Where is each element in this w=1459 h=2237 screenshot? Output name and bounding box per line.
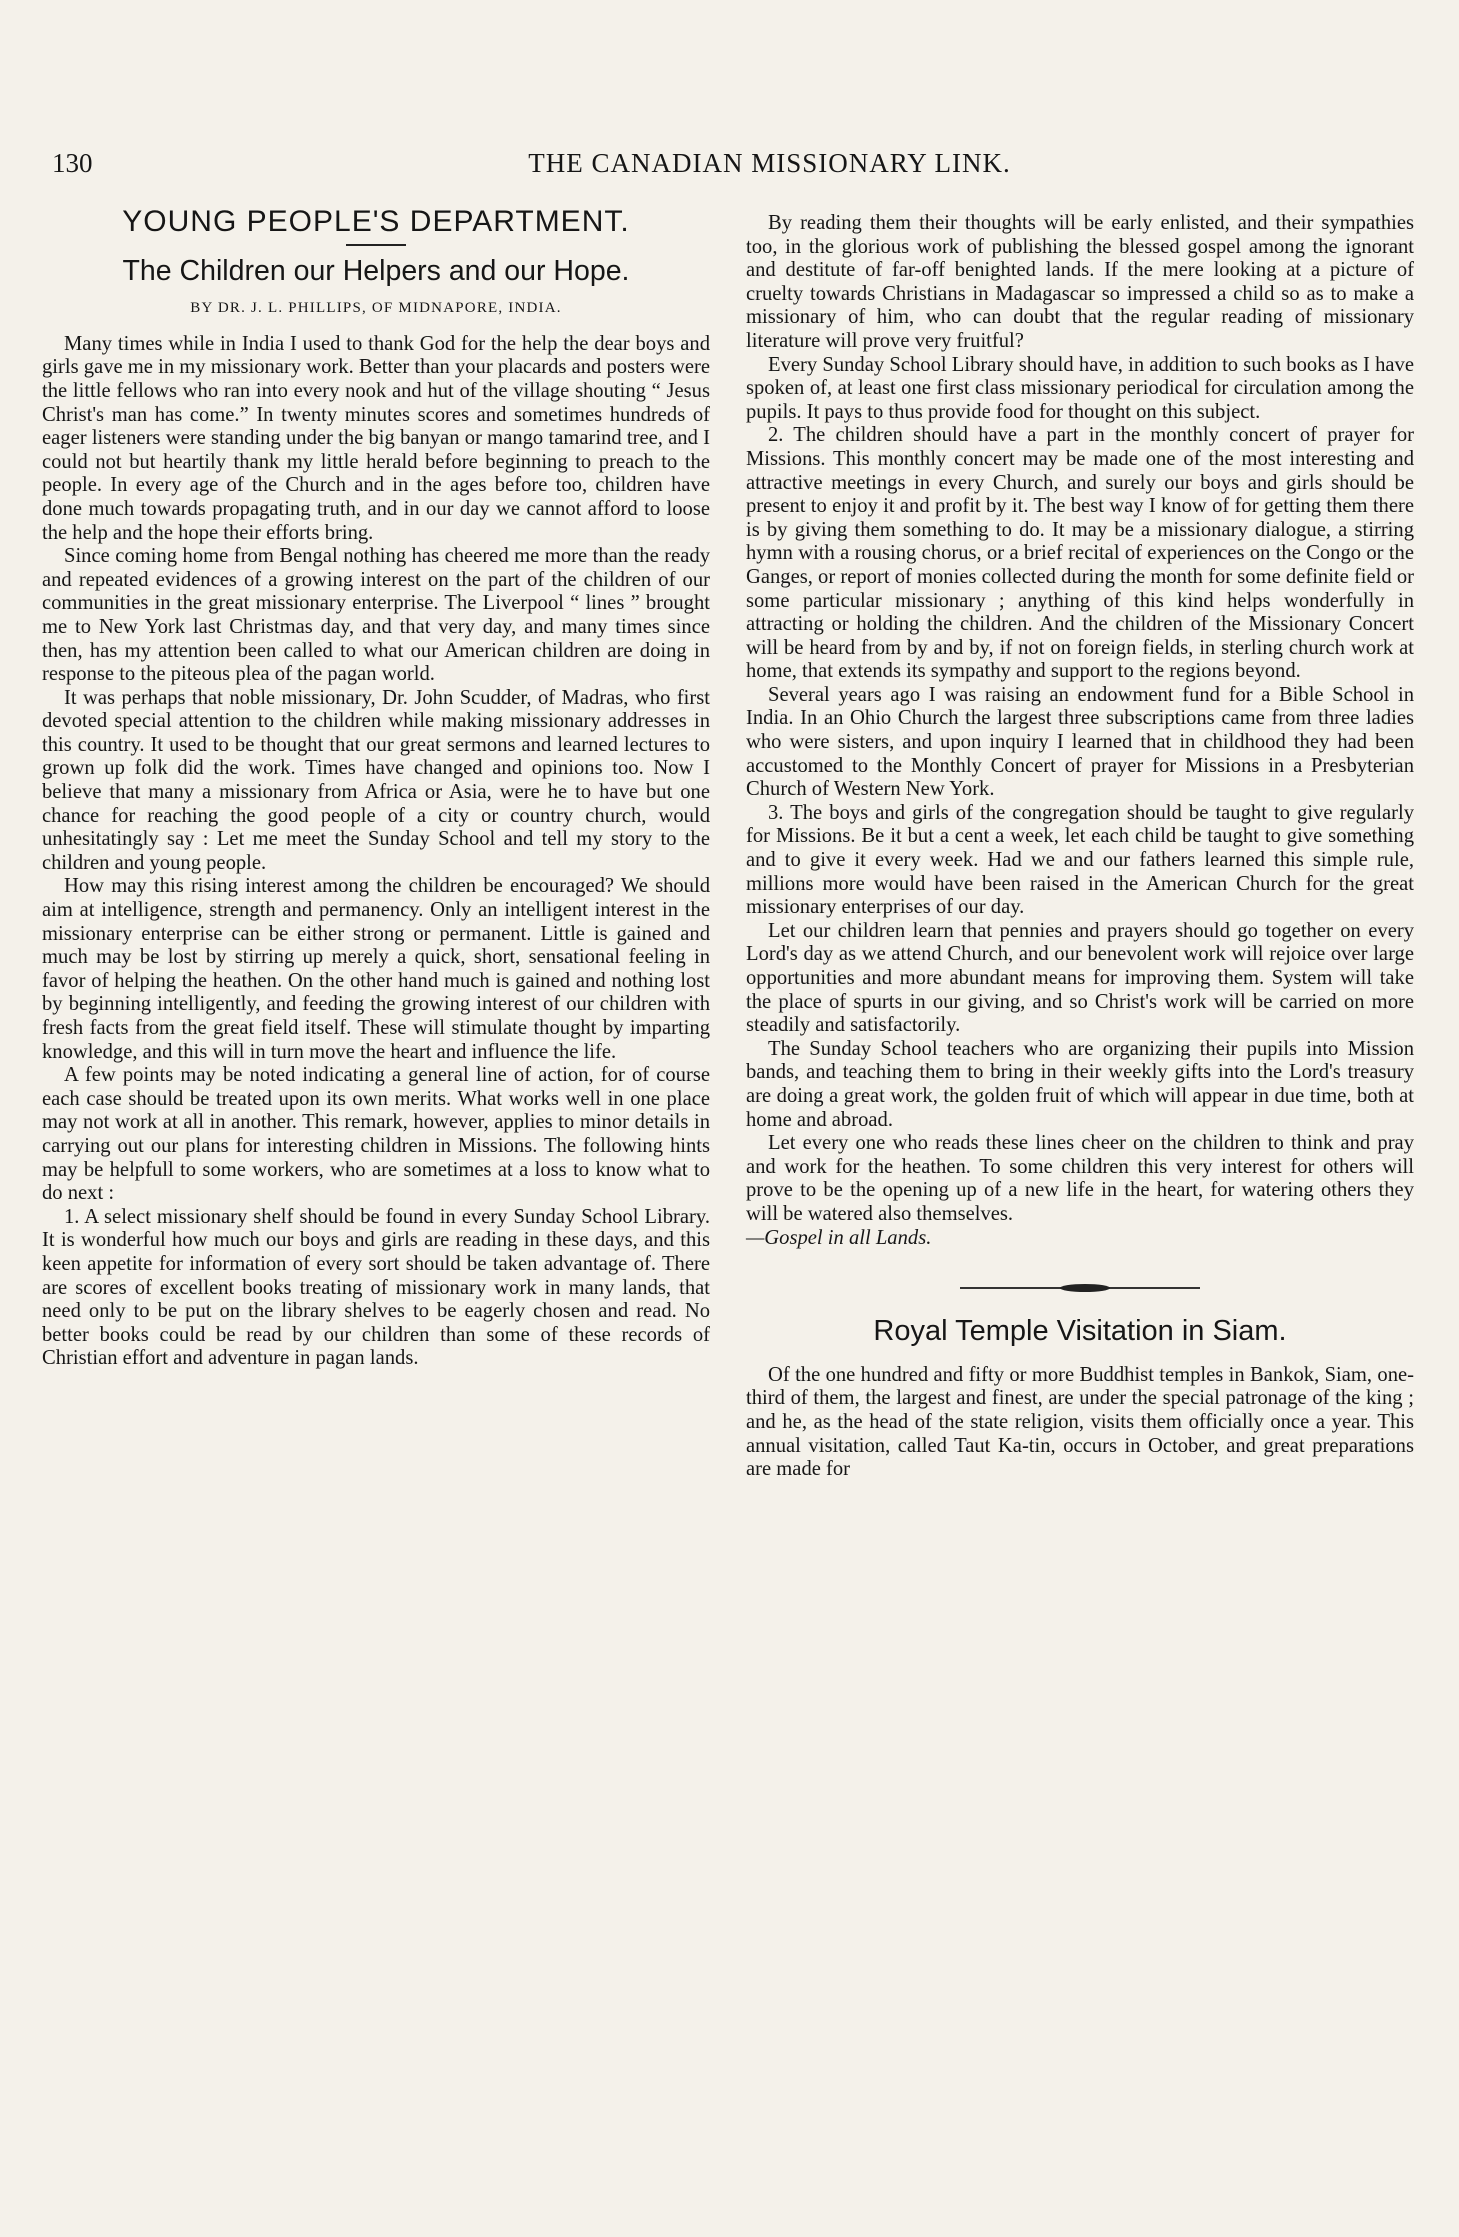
running-head — [52, 148, 1407, 188]
section-ornament — [746, 1280, 1414, 1296]
paragraph: Of the one hundred and fifty or more Buddhist temples in Bankok, Siam, one-third of them, the largest and finest, are under the special patronage of the king ; and he, as the head of the state religion, visits them officially once a year. This annual visitation, called Taut Ka-tin, occurs in October, and great preparations are made for — [746, 1363, 1414, 1481]
paragraph: Let our children learn that pennies and prayers should go together on every Lord's day as we attend Church, and our benevolent work will rejoice over large opportunities and more abundant means for improving them. System will take the place of spurts in our giving, and so Christ's work will be carried on more steadily and satisfactorily. — [746, 919, 1414, 1037]
short-rule-divider — [346, 244, 406, 246]
article-source: —Gospel in all Lands. — [746, 1226, 932, 1249]
article-byline: BY DR. J. L. PHILLIPS, OF MIDNAPORE, INDIA. — [190, 300, 562, 317]
left-column — [42, 205, 710, 1371]
paragraph: 2. The children should have a part in the monthly concert of prayer for Missions. This monthly concert may be made one of the most interesting and attractive meetings in every Church, and surely our boys and girls should be present to enjoy it and profit by it. The best way I know of for getting them there is by giving them something to do. It may be a missionary dialogue, a stirring hymn with a rousing chorus, or a brief recital of experiences on the Congo or the Ganges, or report of monies collected during the month for some definite field or some particular missionary ; anything of this kind helps wonderfully in attracting or holding the children. And the children of the Missionary Concert will be heard from by and by, if not on foreign fields, in sterling church work at home, that extends its sympathy and support to the regions beyond. — [746, 424, 1414, 683]
paragraph: Several years ago I was raising an endowment fund for a Bible School in India. In an Ohio Church the largest three subscriptions came from three ladies who were sisters, and upon inquiry I learned that in childhood they had been accustomed to the Monthly Concert of prayer for Missions in a Presbyterian Church of Western New York. — [746, 683, 1414, 801]
article-title: Royal Temple Visitation in Siam. — [873, 1315, 1287, 1348]
journal-title: THE CANADIAN MISSIONARY LINK. — [528, 148, 1011, 178]
department-heading: YOUNG PEOPLE'S DEPARTMENT. — [122, 205, 630, 238]
paragraph: A few points may be noted indicating a general line of action, for of course each case should be treated upon its own merits. What works well in one place may not work at all in another. This remark, however, applies to minor details in carrying out our plans for interesting children in Missions. The following hints may be helpfull to some workers, who are sometimes at a loss to know what to do next : — [42, 1064, 710, 1205]
article-title: The Children our Helpers and our Hope. — [122, 254, 630, 287]
paragraph: How may this rising interest among the children be encouraged? We should aim at intelligence, strength and permanency. Only an intelligent interest in the missionary enterprise can be either strong or permanent. Little is gained and much may be lost by stirring up merely a quick, short, sensational feeling in favor of helping the heathen. On the other hand much is gained and nothing lost by beginning intelligently, and feeding the growing interest of our children with fresh facts from the great field itself. These will stimulate thought by imparting knowledge, and this will in turn move the heart and influence the life. — [42, 875, 710, 1063]
paragraph: Every Sunday School Library should have, in addition to such books as I have spoken of, at least one first class missionary periodical for circulation among the pupils. It pays to thus provide food for thought on this subject. — [746, 353, 1414, 423]
right-column — [746, 212, 1414, 1482]
page-number: 130 — [52, 148, 93, 178]
paragraph: Since coming home from Bengal nothing has cheered me more than the ready and repeated evidences of a growing interest on the part of the children of our communities in the great missionary enterprise. The Liverpool “ lines ” brought me to New York last Christmas day, and that very day, and many times since then, has my attention been called to what our American children are doing in response to the piteous plea of the pagan world. — [42, 545, 710, 686]
paragraph: By reading them their thoughts will be early enlisted, and their sympathies too, in the glorious work of publishing the blessed gospel among the ignorant and destitute of far-off benighted lands. If the mere looking at a picture of cruelty towards Christians in Madagascar so impressed a child so as to make a missionary of him, who can doubt that the regular reading of missionary literature will prove very fruitful? — [746, 212, 1414, 352]
paragraph: Many times while in India I used to thank God for the help the dear boys and girls gave me in my missionary work. Better than your placards and posters were the little fellows who ran into every nook and hut of the village shouting “ Jesus Christ's man has come.” In twenty minutes scores and sometimes hundreds of eager listeners were standing under the big banyan or mango tamarind tree, and I could not but heartily thank my little herald before beginning to preach to the people. In every age of the Church and in the ages before too, children have done much towards propagating truth, and in our day we cannot afford to loose the help and the hope their efforts bring. — [42, 332, 710, 544]
paragraph: 1. A select missionary shelf should be found in every Sunday School Library. It is wonderful how much our boys and girls are reading in these days, and this keen appetite for information of every sort should be taken advantage of. There are scores of excellent books treating of missionary work in many lands, that need only to be put on the library shelves to be eagerly chosen and read. No better books could be read by our children than some of these records of Christian effort and adventure in pagan lands. — [42, 1205, 710, 1370]
paragraph: The Sunday School teachers who are organizing their pupils into Mission bands, and teaching them to bring in their weekly gifts into the Lord's treasury are doing a great work, the golden fruit of which will appear in due time, both at home and abroad. — [746, 1037, 1414, 1131]
ornament-rule — [960, 1287, 1200, 1289]
paragraph: Let every one who reads these lines cheer on the children to think and pray and work for the heathen. To some children this very interest for others will prove to be the opening up of a new life in the heart, for watering others they will be watered also themselves. — [746, 1132, 1414, 1225]
paragraph: It was perhaps that noble missionary, Dr. John Scudder, of Madras, who first devoted special attention to the children while making missionary addresses in this country. It used to be thought that our great sermons and learned lectures to grown up folk did the work. Times have changed and opinions too. Now I believe that many a missionary from Africa or Asia, were he to have but one chance for reaching the good people of a city or country church, would unhesitatingly say : Let me meet the Sunday School and tell my story to the children and young people. — [42, 686, 710, 874]
paragraph: 3. The boys and girls of the congregation should be taught to give regularly for Missions. Be it but a cent a week, let each child be taught to give something and to give it every week. Had we and our fathers learned this simple rule, millions more would have been raised in the American Church for the great missionary enterprises of our day. — [746, 801, 1414, 919]
